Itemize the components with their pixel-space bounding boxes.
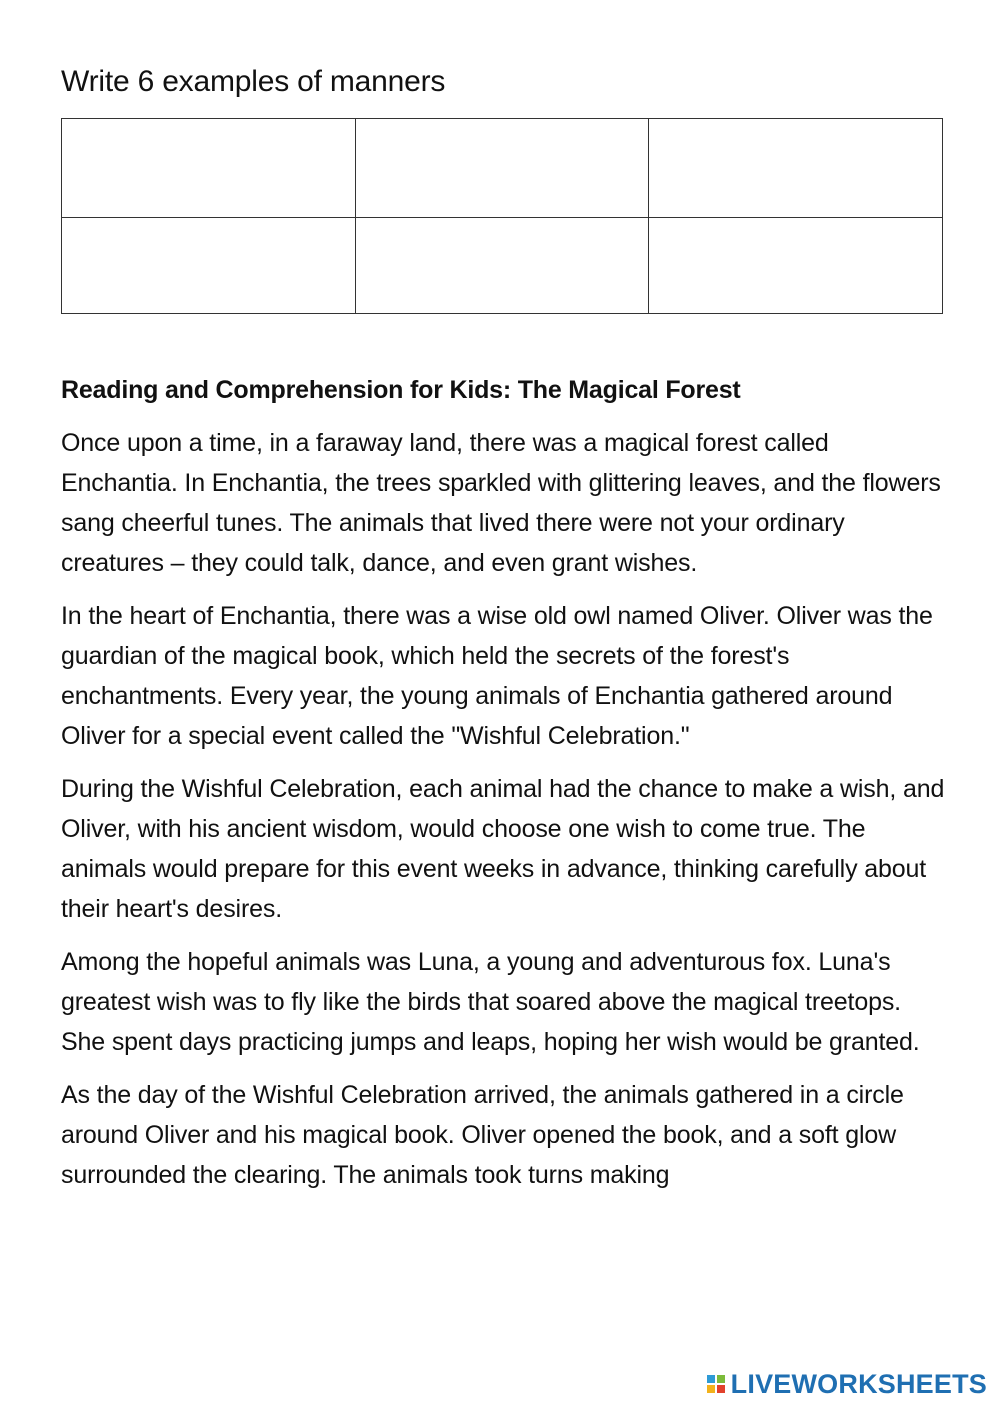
reading-passage bbox=[61, 370, 951, 1208]
answer-input-2[interactable] bbox=[356, 119, 649, 217]
story-paragraph: In the heart of Enchantia, there was a wise old owl named Oliver. Oliver was the guardian of the magical book, which held the secrets of the forest's enchantments. Every year, the young animals of Enchantia gathered around Oliver for a special event called the "Wishful Celebration." bbox=[61, 602, 933, 750]
answer-input-4[interactable] bbox=[62, 218, 355, 313]
answer-cell[interactable] bbox=[355, 119, 649, 218]
question-prompt: Write 6 examples of manners bbox=[61, 65, 446, 98]
brand-name: LIVEWORKSHEETS bbox=[730, 1368, 987, 1399]
answer-grid-row bbox=[62, 119, 943, 218]
reading-title: Reading and Comprehension for Kids: The Magical Forest bbox=[61, 376, 741, 404]
answer-input-1[interactable] bbox=[62, 119, 355, 217]
story-paragraph: During the Wishful Celebration, each animal had the chance to make a wish, and Oliver, with his ancient wisdom, would choose one wish to come true. The animals would prepare for this event weeks in advance, thinking carefully about their heart's desires. bbox=[61, 775, 945, 923]
answer-cell[interactable] bbox=[62, 218, 356, 314]
answer-input-3[interactable] bbox=[649, 119, 942, 217]
story-paragraph: Among the hopeful animals was Luna, a young and adventurous fox. Luna's greatest wish was to fly like the birds that soared above the magical treetops. She spent days practicing jumps and leaps, hoping her wish would be granted. bbox=[61, 948, 920, 1056]
answer-input-5[interactable] bbox=[356, 218, 649, 313]
answer-cell[interactable] bbox=[355, 218, 649, 314]
answer-cell[interactable] bbox=[649, 218, 943, 314]
answer-cell[interactable] bbox=[62, 119, 356, 218]
answer-input-6[interactable] bbox=[649, 218, 942, 313]
brand-watermark bbox=[707, 1364, 987, 1404]
story-paragraph: Once upon a time, in a faraway land, there was a magical forest called Enchantia. In Enchantia, the trees sparkled with glittering leaves, and the flowers sang cheerful tunes. The animals that lived there were not your ordinary creatures – they could talk, dance, and even grant wishes. bbox=[61, 429, 941, 577]
liveworksheets-logo-icon bbox=[707, 1375, 725, 1393]
answer-grid bbox=[61, 118, 943, 314]
answer-cell[interactable] bbox=[649, 119, 943, 218]
story-paragraph: As the day of the Wishful Celebration arrived, the animals gathered in a circle around Oliver and his magical book. Oliver opened the book, and a soft glow surrounded the clearing. The animals took turns making bbox=[61, 1081, 904, 1189]
answer-grid-row bbox=[62, 218, 943, 314]
